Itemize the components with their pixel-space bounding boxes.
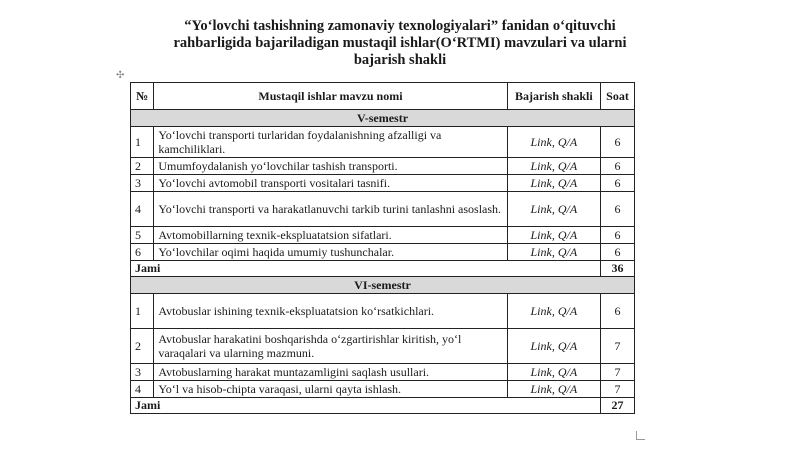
row-form: Link, Q/A [507, 244, 600, 261]
row-hours: 6 [601, 192, 635, 227]
row-topic: Yo‘lovchilar oqimi haqida umumiy tushunchalar. [154, 244, 507, 261]
row-form: Link, Q/A [507, 364, 600, 381]
row-form: Link, Q/A [507, 175, 600, 192]
row-hours: 6 [601, 294, 635, 329]
row-num: 3 [131, 175, 154, 192]
row-hours: 6 [601, 227, 635, 244]
title-line-2: rahbarligida bajariladigan mustaqil ishlar(O‘RTMI) mavzulari va ularni [173, 35, 627, 51]
table-resize-handle-icon[interactable] [636, 431, 645, 440]
row-hours: 6 [601, 244, 635, 261]
table-row [131, 127, 635, 158]
row-topic: Yo‘lovchi transporti turlaridan foydalanishning afzalligi va kamchiliklari. [154, 127, 507, 158]
row-num: 2 [131, 158, 154, 175]
row-hours: 7 [601, 329, 635, 364]
row-hours: 7 [601, 381, 635, 398]
row-num: 4 [131, 192, 154, 227]
table-row [131, 192, 635, 227]
row-topic: Yo‘lovchi avtomobil transporti vositalari tasnifi. [154, 175, 507, 192]
title-line-1: “Yo‘lovchi tashishning zamonaviy texnologiyalari” fanidan o‘qituvchi [184, 18, 616, 34]
table-move-handle-icon[interactable]: ✣ [116, 70, 125, 81]
row-topic: Umumfoydalanish yo‘lovchilar tashish transporti. [154, 158, 507, 175]
row-num: 4 [131, 381, 154, 398]
total-label: Jami [131, 398, 601, 414]
total-hours: 36 [601, 261, 635, 277]
semester-row [131, 110, 635, 127]
total-row [131, 261, 635, 277]
row-hours: 6 [601, 158, 635, 175]
table-row [131, 294, 635, 329]
row-num: 1 [131, 127, 154, 158]
table-row [131, 329, 635, 364]
row-num: 3 [131, 364, 154, 381]
semester-label: VI-semestr [131, 277, 635, 294]
row-num: 2 [131, 329, 154, 364]
total-label: Jami [131, 261, 601, 277]
topics-table [130, 82, 635, 414]
row-form: Link, Q/A [507, 158, 600, 175]
row-form: Link, Q/A [507, 294, 600, 329]
row-hours: 7 [601, 364, 635, 381]
table-row [131, 158, 635, 175]
header-form: Bajarish shakli [507, 83, 600, 110]
row-topic: Avtomobillarning texnik-ekspluatatsion sifatlari. [154, 227, 507, 244]
row-form: Link, Q/A [507, 192, 600, 227]
row-hours: 6 [601, 175, 635, 192]
table-row [131, 227, 635, 244]
row-topic: Avtobuslar harakatini boshqarishda o‘zgartirishlar kiritish, yo‘l varaqalari va ularning mazmuni. [154, 329, 507, 364]
title-line-3: bajarish shakli [353, 52, 447, 68]
total-row [131, 398, 635, 414]
header-hours: Soat [601, 83, 635, 110]
table-row [131, 381, 635, 398]
total-hours: 27 [601, 398, 635, 414]
row-form: Link, Q/A [507, 329, 600, 364]
row-num: 1 [131, 294, 154, 329]
table-row [131, 364, 635, 381]
row-topic: Avtobuslarning harakat muntazamligini saqlash usullari. [154, 364, 507, 381]
semester-label: V-semestr [131, 110, 635, 127]
table-header-row [131, 83, 635, 110]
row-topic: Avtobuslar ishining texnik-ekspluatatsion ko‘rsatkichlari. [154, 294, 507, 329]
header-topic: Mustaqil ishlar mavzu nomi [154, 83, 507, 110]
document-title [120, 18, 680, 69]
semester-row [131, 277, 635, 294]
row-topic: Yo‘l va hisob-chipta varaqasi, ularni qayta ishlash. [154, 381, 507, 398]
row-num: 5 [131, 227, 154, 244]
row-num: 6 [131, 244, 154, 261]
row-topic: Yo‘lovchi transporti va harakatlanuvchi tarkib turini tanlashni asoslash. [154, 192, 507, 227]
table-row [131, 175, 635, 192]
row-form: Link, Q/A [507, 127, 600, 158]
row-form: Link, Q/A [507, 381, 600, 398]
table-row [131, 244, 635, 261]
header-num: № [131, 83, 154, 110]
row-hours: 6 [601, 127, 635, 158]
row-form: Link, Q/A [507, 227, 600, 244]
